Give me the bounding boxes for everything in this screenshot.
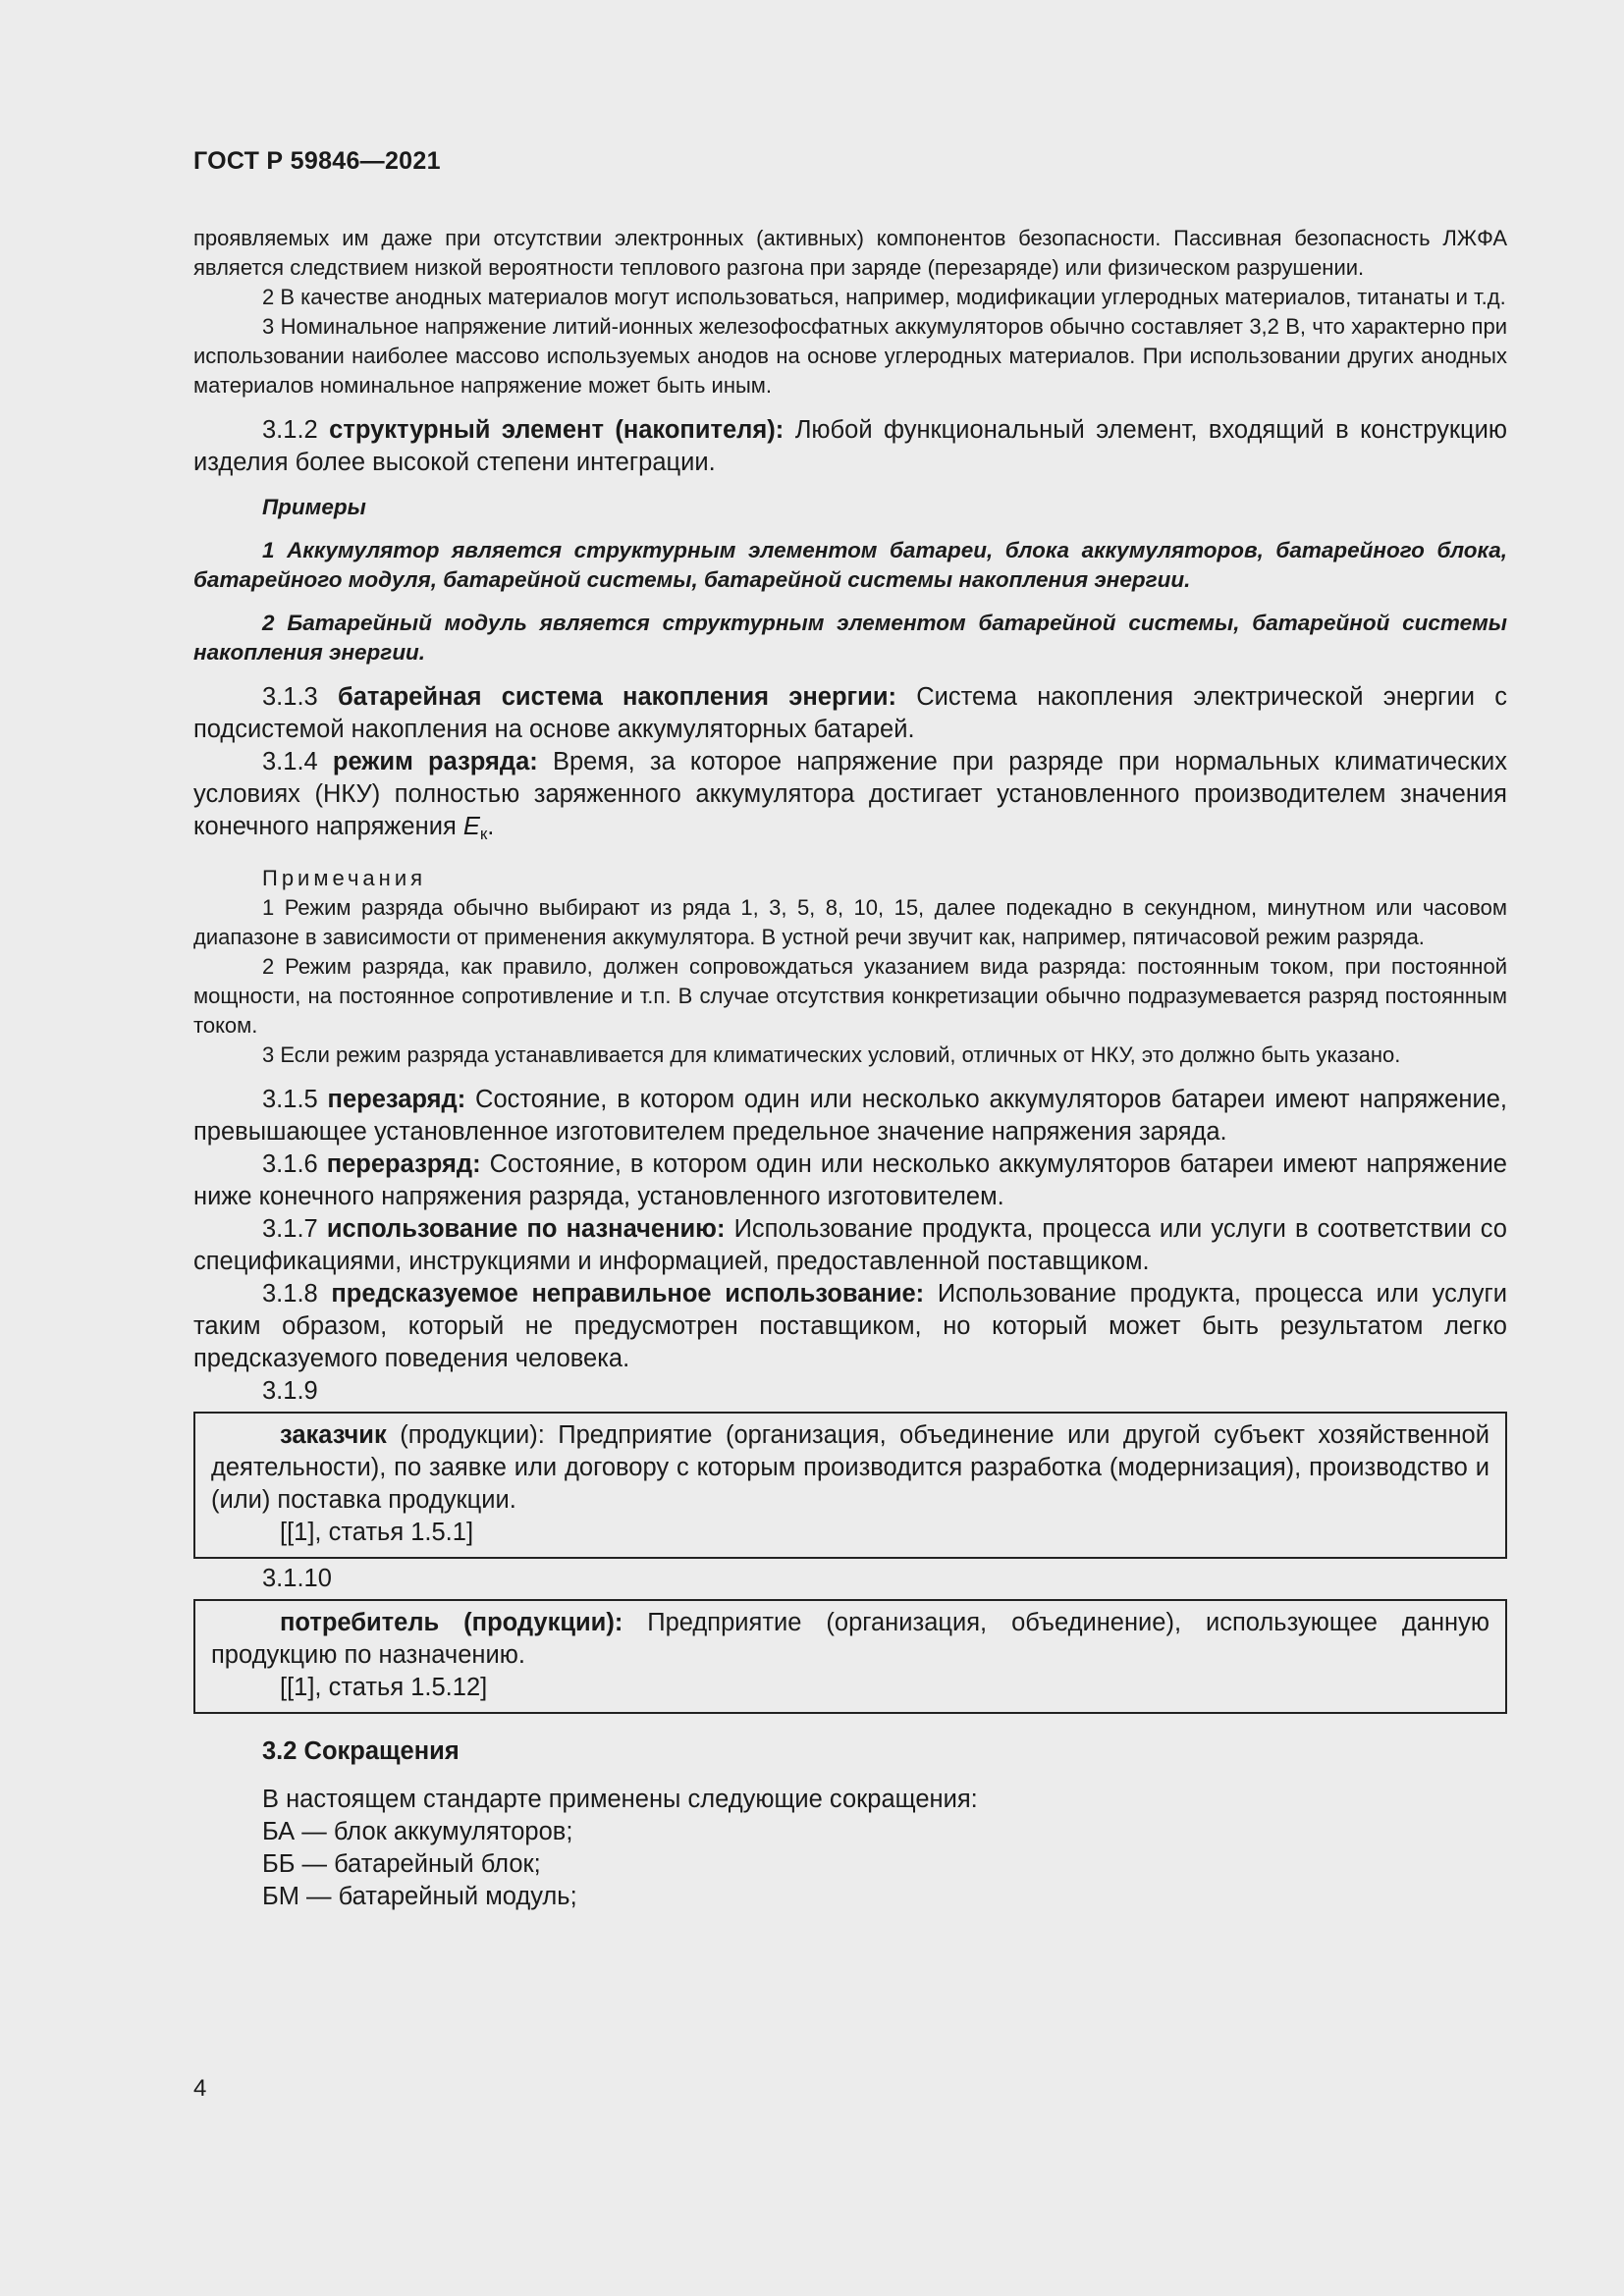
term-definition: Система накопления электрической энергии с подсистемой накопления на основе аккумуляторных батарей. — [193, 683, 1507, 743]
term-box-3-1-9 — [193, 1412, 1507, 1559]
document-body — [193, 224, 1507, 1913]
term-definition: Предприятие (организация, объединение или другой субъект хозяйственной деятельности), по заявке или договору с которым производится разработка (модернизация), производство и (или) поставка продукции. — [211, 1421, 1489, 1514]
note-1: 1 Режим разряда обычно выбирают из ряда 1, 3, 5, 8, 10, 15, далее подекадно в секундном, минутном или часовом диапазоне в зависимости от применения аккумулятора. В устной речи звучит как, например, пятичасовой режим разряда. — [193, 895, 1507, 949]
clause-number: 3.1.6 — [262, 1150, 318, 1178]
list-item: БА — блок аккумуляторов; — [262, 1818, 573, 1845]
note-3: 3 Номинальное напряжение литий-ионных железофосфатных аккумуляторов обычно составляет 3,2 В, что характерно при использовании наиболее массово используемых анодов на основе углеродных материалов. При использовании других анодных материалов номинальное напряжение может быть иным. — [193, 314, 1507, 398]
term-name: предсказуемое неправильное использование: — [331, 1280, 925, 1308]
term-definition: Состояние, в котором один или несколько аккумуляторов батареи имеют напряжение, превышающее установленное изготовителем предельное значение напряжения заряда. — [193, 1086, 1507, 1146]
term-name: использование по назначению: — [326, 1215, 726, 1243]
term-definition: Использование продукта, процесса или услуги таким образом, который не предусмотрен поставщиком, но который может быть результатом легко предсказуемого поведения человека. — [193, 1280, 1508, 1372]
term-name: структурный элемент (накопителя): — [329, 416, 785, 444]
term-box-3-1-10 — [193, 1599, 1507, 1714]
document-header: ГОСТ Р 59846—2021 — [193, 147, 441, 175]
term-3-1-3 — [193, 681, 1507, 746]
term-definition: Состояние, в котором один или несколько аккумуляторов батареи имеют напряжение ниже конечного напряжения разряда, установленного изготовителем. — [193, 1150, 1507, 1210]
term-3-1-10 — [211, 1607, 1489, 1672]
term-definition: Любой функциональный элемент, входящий в конструкцию изделия более высокой степени интеграции. — [193, 416, 1508, 476]
note-3: 3 Если режим разряда устанавливается для климатических условий, отличных от НКУ, это должно быть указано. — [262, 1042, 1401, 1067]
term-name: заказчик — [280, 1421, 387, 1449]
term-name: переразряд: — [326, 1150, 481, 1178]
clause-number-3-1-9: 3.1.9 — [262, 1377, 318, 1405]
clause-number: 3.1.3 — [262, 683, 318, 711]
term-name: потребитель (продукции): — [280, 1609, 623, 1636]
clause-number: 3.1.5 — [262, 1086, 318, 1113]
term-3-1-6 — [193, 1148, 1507, 1213]
page-number: 4 — [193, 2075, 207, 2102]
section-title: 3.2 Сокращения — [262, 1737, 460, 1765]
term-name: режим разряда: — [332, 748, 538, 775]
examples-title: Примеры — [262, 495, 366, 519]
symbol-subscript: к — [479, 825, 488, 843]
symbol: E — [462, 813, 480, 840]
term-3-1-2 — [193, 414, 1507, 479]
term-3-1-8 — [193, 1278, 1507, 1375]
term-definition: Использование продукта, процесса или услуги в соответствии со спецификациями, инструкциями и информацией, предоставленной поставщиком. — [193, 1215, 1507, 1275]
clause-number: 3.1.4 — [262, 748, 318, 775]
term-reference: [[1], статья 1.5.12] — [280, 1674, 488, 1701]
list-item: БМ — батарейный модуль; — [262, 1883, 577, 1910]
term-3-1-5 — [193, 1084, 1507, 1148]
clause-number: 3.1.8 — [262, 1280, 318, 1308]
term-reference: [[1], статья 1.5.1] — [280, 1519, 474, 1546]
term-3-1-7 — [193, 1213, 1507, 1278]
note-2: 2 Режим разряда, как правило, должен сопровождаться указанием вида разряда: постоянным током, при постоянной мощности, на постоянное сопротивление и т.п. В случае отсутствия конкретизации обычно подразумевается разряд постоянным током. — [193, 954, 1507, 1038]
term-definition: Предприятие (организация, объединение), использующее данную продукцию по назначению. — [211, 1609, 1489, 1669]
term-3-1-4: 3.1.4 режим разряда: Время, за которое напряжение при разряде при нормальных климатических условиях (НКУ) полностью заряженного аккумулятора достигает установленного производителем значения конечного напряжения $E_к$. — [193, 748, 1507, 843]
clause-number: 3.1.2 — [262, 416, 318, 444]
example-2: 2 Батарейный модуль является структурным элементом батарейной системы, батарейной системы накопления энергии. — [193, 611, 1507, 665]
notes-title: Примечания — [262, 866, 427, 890]
example-1: 1 Аккумулятор является структурным элементом батареи, блока аккумуляторов, батарейного блока, батарейного модуля, батарейной системы, батарейной системы накопления энергии. — [193, 538, 1507, 592]
clause-number: 3.1.7 — [262, 1215, 318, 1243]
term-3-1-9 — [211, 1419, 1489, 1517]
list-item: ББ — батарейный блок; — [262, 1850, 541, 1878]
section-intro: В настоящем стандарте применены следующие сокращения: — [262, 1786, 978, 1813]
note-2: 2 В качестве анодных материалов могут использоваться, например, модификации углеродных материалов, титанаты и т.д. — [262, 285, 1506, 309]
term-qualifier: (продукции): — [400, 1421, 545, 1449]
term-definition: Время, за которое напряжение при разряде при нормальных климатических условиях (НКУ) полностью заряженного аккумулятора достигает установленного производителем значения конечного напряжения — [193, 748, 1507, 840]
clause-number-3-1-10: 3.1.10 — [262, 1565, 332, 1592]
note-continuation: проявляемых им даже при отсутствии электронных (активных) компонентов безопасности. Пассивная безопасность ЛЖФА является следствием низкой вероятности теплового разгона при заряде (перезаряде) или физическом разрушении. — [193, 226, 1507, 280]
term-name: батарейная система накопления энергии: — [337, 683, 896, 711]
term-name: перезаряд: — [327, 1086, 466, 1113]
